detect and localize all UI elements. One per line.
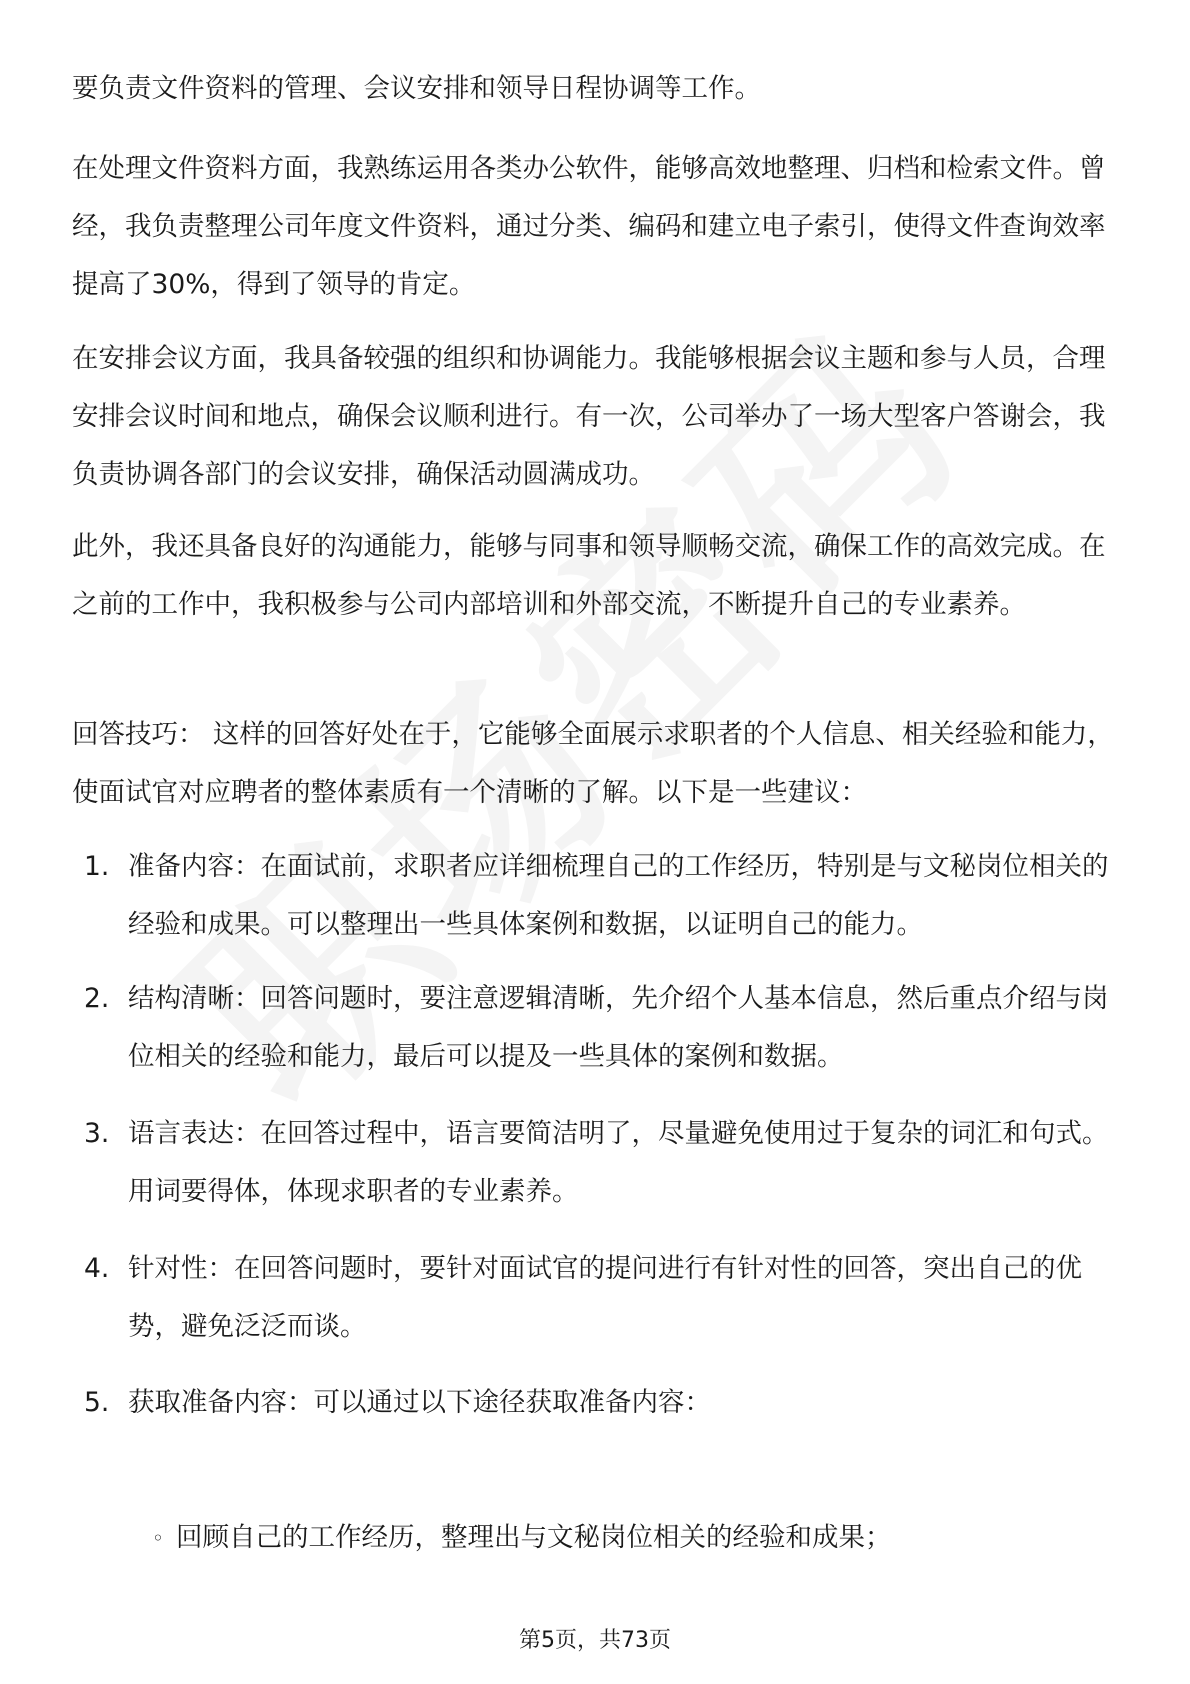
list-number: 3. [84, 1118, 110, 1149]
list-number: 2. [84, 983, 110, 1014]
list-text: 语言表达：在回答过程中，语言要简洁明了，尽量避免使用过于复杂的词汇和句式。用词要得体，体现求职者的专业素养。 [128, 1118, 1109, 1207]
list-text: 结构清晰：回答问题时，要注意逻辑清晰，先介绍个人基本信息，然后重点介绍与岗位相关的经验和能力，最后可以提及一些具体的案例和数据。 [128, 983, 1109, 1072]
list-item [84, 1374, 1124, 1432]
hollow-bullet-icon: ◦ [152, 1526, 164, 1550]
paragraph-meetings: 在安排会议方面，我具备较强的组织和协调能力。我能够根据会议主题和参与人员，合理安排会议时间和地点，确保会议顺利进行。有一次，公司举办了一场大型客户答谢会，我负责协调各部门的会议安排，确保活动圆满成功。 [72, 343, 1106, 490]
list-item [84, 1240, 1124, 1356]
list-number: 5. [84, 1387, 110, 1418]
paragraph-intro-tail: 要负责文件资料的管理、会议安排和领导日程协调等工作。 [72, 73, 761, 104]
paragraph-communication: 此外，我还具备良好的沟通能力，能够与同事和领导顺畅交流，确保工作的高效完成。在之前的工作中，我积极参与公司内部培训和外部交流，不断提升自己的专业素养。 [72, 531, 1106, 620]
paragraph-answer-tips: 回答技巧： 这样的回答好处在于，它能够全面展示求职者的个人信息、相关经验和能力，使面试官对应聘者的整体素质有一个清晰的了解。以下是一些建议： [72, 719, 1114, 808]
paragraph-documents: 在处理文件资料方面，我熟练运用各类办公软件，能够高效地整理、归档和检索文件。曾经，我负责整理公司年度文件资料，通过分类、编码和建立电子索引，使得文件查询效率提高了30%，得到了领导的肯定。 [72, 153, 1106, 300]
list-number: 1. [84, 851, 110, 882]
list-item [84, 970, 1124, 1086]
page-footer: 第5页，共73页 [519, 1628, 671, 1653]
list-text: 获取准备内容：可以通过以下途径获取准备内容： [128, 1387, 711, 1418]
sub-list-text: 回顾自己的工作经历，整理出与文秘岗位相关的经验和成果； [176, 1522, 892, 1553]
list-text: 准备内容：在面试前，求职者应详细梳理自己的工作经历，特别是与文秘岗位相关的经验和成果。可以整理出一些具体案例和数据，以证明自己的能力。 [128, 851, 1109, 940]
sub-list-item [152, 1509, 1112, 1567]
list-item [84, 1105, 1124, 1221]
list-text: 针对性：在回答问题时，要针对面试官的提问进行有针对性的回答，突出自己的优势，避免泛泛而谈。 [128, 1253, 1082, 1342]
list-item [84, 838, 1124, 954]
list-number: 4. [84, 1253, 110, 1284]
